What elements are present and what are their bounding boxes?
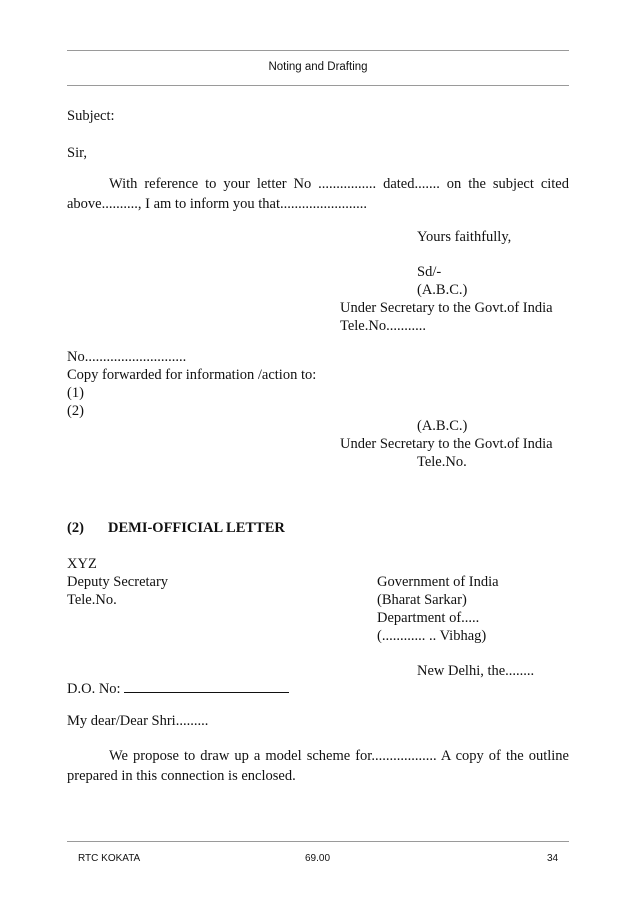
do-number	[67, 681, 289, 698]
org-line-1: Government of India	[377, 574, 499, 590]
sender-tele: Tele.No.	[67, 592, 117, 608]
signatory-tele-2: Tele.No.	[417, 454, 467, 470]
org-line-4: (............ .. Vibhag)	[377, 628, 487, 644]
signatory-designation: Under Secretary to the Govt.of India	[340, 300, 553, 316]
signatory-name: (A.B.C.)	[417, 282, 468, 298]
signatory-tele: Tele.No...........	[340, 318, 426, 334]
section-number: (2)	[67, 520, 84, 536]
copy-item-2: (2)	[67, 403, 84, 419]
footer-left: RTC KOKATA	[78, 853, 141, 864]
footer-rule	[67, 841, 569, 842]
section-heading: DEMI-OFFICIAL LETTER	[108, 520, 285, 536]
reference-number: No............................	[67, 349, 187, 365]
do-body: We propose to draw up a model scheme for.................. A copy of the outline prepared in this connection is enclosed.	[67, 748, 569, 784]
copy-item-1: (1)	[67, 385, 84, 401]
header-bottom-rule	[67, 85, 569, 86]
do-number-blank	[124, 681, 289, 693]
place-date: New Delhi, the........	[417, 663, 535, 679]
sender-name: XYZ	[67, 556, 97, 572]
do-number-label: D.O. No:	[67, 681, 121, 697]
footer-center: 69.00	[305, 853, 331, 864]
header-top-rule	[67, 50, 569, 51]
org-line-2: (Bharat Sarkar)	[377, 592, 467, 608]
copy-forwarded-line: Copy forwarded for information /action to:	[67, 367, 317, 383]
signatory-designation-2: Under Secretary to the Govt.of India	[340, 436, 553, 452]
sender-title: Deputy Secretary	[67, 574, 169, 590]
do-salutation: My dear/Dear Shri.........	[67, 713, 209, 729]
subject-label: Subject:	[67, 108, 115, 124]
salutation: Sir,	[67, 145, 87, 161]
letter-body: With reference to your letter No ................ dated....... on the subject cited above.........., I am to inform you that........................	[67, 176, 569, 212]
footer-page-number: 34	[547, 853, 559, 864]
page-header-title: Noting and Drafting	[268, 61, 368, 73]
signatory-name-2: (A.B.C.)	[417, 418, 468, 434]
signature-sd: Sd/-	[417, 264, 442, 280]
closing: Yours faithfully,	[417, 229, 512, 245]
org-line-3: Department of.....	[377, 610, 480, 626]
